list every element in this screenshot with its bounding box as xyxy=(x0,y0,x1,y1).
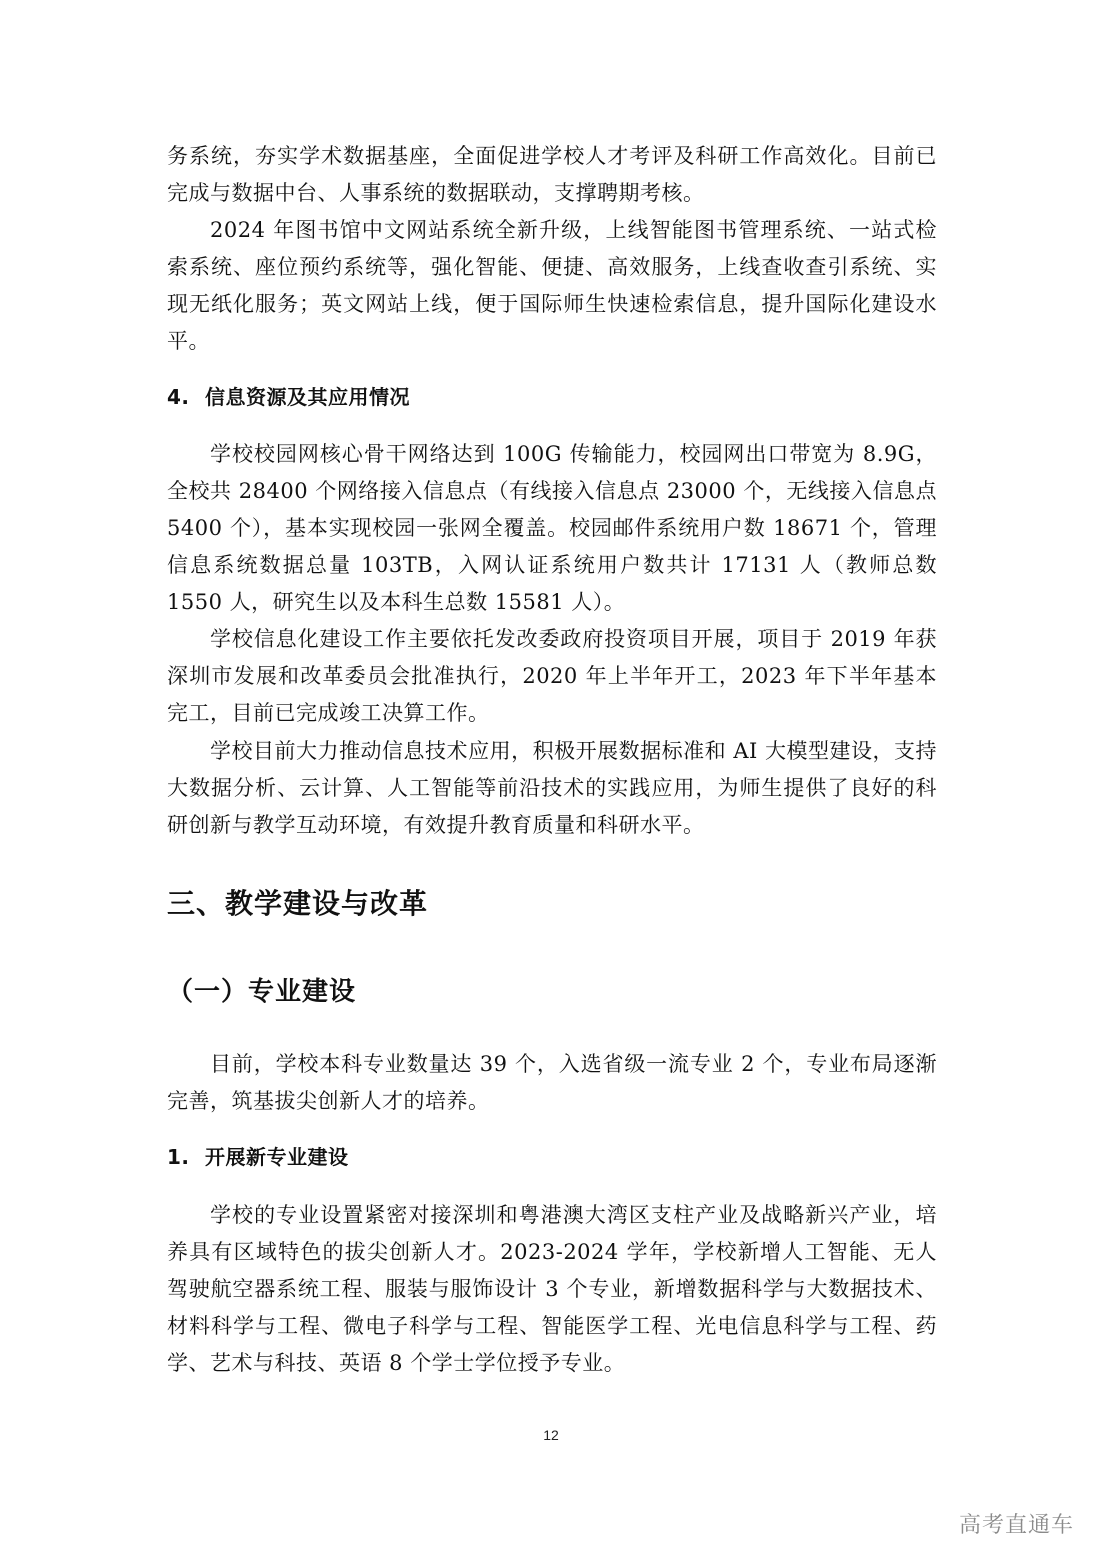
page-number: 12 xyxy=(543,1427,559,1443)
paragraph-new-majors-detail: 学校的专业设置紧密对接深圳和粤港澳大湾区支柱产业及战略新兴产业，培养具有区域特色的拔尖创新人才。2023-2024 学年，学校新增人工智能、无人驾驶航空器系统工程、服装与服饰设计 3 个专业，新增数据科学与大数据技术、材料科学与工程、微电子科学与工程、智能医学工程、光电信息科学与工程、药学、艺术与科技、英语 8 个学士学位授予专业。 xyxy=(167,1203,937,1375)
heading-text: 信息资源及其应用情况 xyxy=(205,385,410,409)
paragraph-business-system: 务系统，夯实学术数据基座，全面促进学校人才考评及科研工作高效化。目前已完成与数据中台、人事系统的数据联动，支撑聘期考核。 xyxy=(167,144,937,205)
subsection-heading-major-construction: （一）专业建设 xyxy=(167,977,357,1007)
heading-info-resources xyxy=(167,381,410,410)
heading-new-majors xyxy=(167,1141,349,1170)
paragraph-it-application: 学校目前大力推动信息技术应用，积极开展数据标准和 AI 大模型建设，支持大数据分析、云计算、人工智能等前沿技术的实践应用，为师生提供了良好的科研创新与教学互动环境，有效提升教育质量和科研水平。 xyxy=(167,739,937,837)
heading-number: 1. xyxy=(167,1145,190,1169)
heading-text: 开展新专业建设 xyxy=(205,1145,349,1169)
paragraph-informatization-project: 学校信息化建设工作主要依托发改委政府投资项目开展，项目于 2019 年获深圳市发展和改革委员会批准执行，2020 年上半年开工，2023 年下半年基本完工，目前已完成竣工决算工作。 xyxy=(167,627,937,725)
paragraph-library-upgrade: 2024 年图书馆中文网站系统全新升级，上线智能图书管理系统、一站式检索系统、座位预约系统等，强化智能、便捷、高效服务，上线查收查引系统、实现无纸化服务；英文网站上线，便于国际师生快速检索信息，提升国际化建设水平。 xyxy=(167,218,937,353)
paragraph-campus-network: 学校校园网核心骨干网络达到 100G 传输能力，校园网出口带宽为 8.9G，全校共 28400 个网络接入信息点（有线接入信息点 23000 个，无线接入信息点 5400 个），基本实现校园一张网全覆盖。校园邮件系统用户数 18671 个，管理信息系统数据总量 103TB，入网认证系统用户数共计 17131 人（教师总数 1550 人，研究生以及本科生总数 15581 人）。 xyxy=(167,442,937,614)
watermark: 高考直通车 xyxy=(958,1513,1074,1538)
section-heading-teaching-reform: 三、教学建设与改革 xyxy=(167,887,429,920)
heading-number: 4. xyxy=(167,385,190,409)
paragraph-major-count: 目前，学校本科专业数量达 39 个，入选省级一流专业 2 个，专业布局逐渐完善，筑基拔尖创新人才的培养。 xyxy=(167,1052,937,1113)
